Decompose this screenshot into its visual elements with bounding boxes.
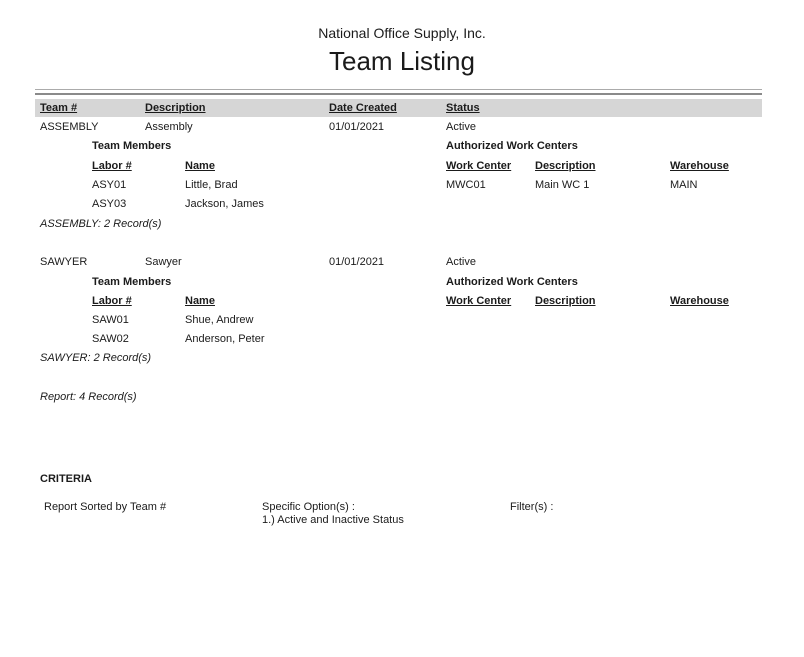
- wc-header-warehouse: Warehouse: [670, 295, 729, 307]
- member-name: Jackson, James: [185, 198, 264, 210]
- member-labor: ASY03: [92, 198, 127, 210]
- column-header-bar: [35, 99, 762, 117]
- column-header-date-created: Date Created: [329, 102, 397, 114]
- section-labels-row: [0, 276, 804, 290]
- member-labor: ASY01: [92, 179, 127, 191]
- column-header-team: Team #: [40, 102, 78, 114]
- report-summary-row: [0, 391, 804, 405]
- member-name: Anderson, Peter: [185, 333, 265, 345]
- criteria-heading: CRITERIA: [40, 473, 92, 485]
- header-rule: [35, 89, 762, 95]
- criteria-heading-row: [0, 473, 804, 487]
- criteria-sorted-by: Report Sorted by Team #: [44, 501, 167, 513]
- column-header-status: Status: [446, 102, 480, 114]
- authorized-work-centers-label: Authorized Work Centers: [446, 140, 578, 152]
- team-row: [0, 256, 804, 270]
- wc-header-description: Description: [535, 160, 596, 172]
- team-status: Active: [446, 121, 476, 133]
- team-date-created: 01/01/2021: [329, 256, 385, 268]
- company-name: National Office Supply, Inc.: [318, 25, 486, 41]
- wc-warehouse: MAIN: [670, 179, 698, 191]
- member-row: [0, 179, 804, 193]
- member-row: [0, 198, 804, 212]
- wc-description: Main WC 1: [535, 179, 590, 191]
- team-date-created: 01/01/2021: [329, 121, 385, 133]
- member-labor: SAW02: [92, 333, 129, 345]
- sub-header-row: [0, 295, 804, 309]
- member-labor: SAW01: [92, 314, 129, 326]
- member-header-labor: Labor #: [92, 295, 132, 307]
- team-number: ASSEMBLY: [40, 121, 99, 133]
- team-record-summary: ASSEMBLY: 2 Record(s): [40, 218, 162, 230]
- team-status: Active: [446, 256, 476, 268]
- member-header-labor: Labor #: [92, 160, 132, 172]
- wc-code: MWC01: [446, 179, 486, 191]
- team-number: SAWYER: [40, 256, 88, 268]
- team-record-summary: SAWYER: 2 Record(s): [40, 352, 152, 364]
- member-header-name: Name: [185, 160, 215, 172]
- report-record-summary: Report: 4 Record(s): [40, 391, 137, 403]
- wc-header-work-center: Work Center: [446, 160, 512, 172]
- team-description: Assembly: [145, 121, 193, 133]
- wc-header-description: Description: [535, 295, 596, 307]
- criteria-row: [0, 501, 804, 515]
- column-header-description: Description: [145, 102, 206, 114]
- criteria-specific-option: 1.) Active and Inactive Status: [262, 514, 404, 526]
- team-record-summary-row: [0, 352, 804, 366]
- wc-header-warehouse: Warehouse: [670, 160, 729, 172]
- criteria-specific-options-label: Specific Option(s) :: [262, 501, 355, 513]
- report-title: Team Listing: [329, 46, 475, 76]
- section-labels-row: [0, 140, 804, 154]
- member-row: [0, 314, 804, 328]
- team-record-summary-row: [0, 218, 804, 232]
- team-members-label: Team Members: [92, 140, 172, 152]
- wc-header-work-center: Work Center: [446, 295, 512, 307]
- member-name: Shue, Andrew: [185, 314, 254, 326]
- sub-header-row: [0, 160, 804, 174]
- team-members-label: Team Members: [92, 276, 172, 288]
- criteria-filters-label: Filter(s) :: [510, 501, 554, 513]
- member-row: [0, 333, 804, 347]
- team-row: [0, 121, 804, 135]
- criteria-option-row: [0, 514, 804, 528]
- team-description: Sawyer: [145, 256, 182, 268]
- member-name: Little, Brad: [185, 179, 238, 191]
- authorized-work-centers-label: Authorized Work Centers: [446, 276, 578, 288]
- member-header-name: Name: [185, 295, 215, 307]
